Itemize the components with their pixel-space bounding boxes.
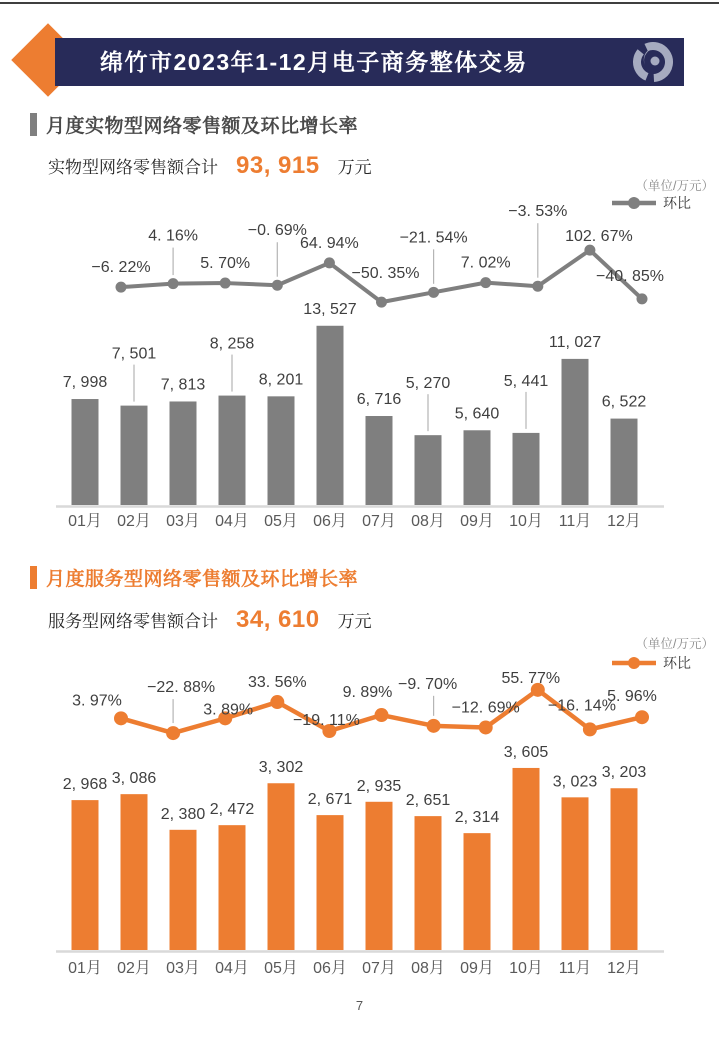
bar-label: 6, 522 — [601, 393, 647, 411]
total-2-value: 34, 610 — [236, 606, 320, 633]
line-dot — [166, 726, 180, 740]
bar-label: 8, 201 — [258, 371, 304, 389]
month-label: 12月 — [607, 960, 641, 977]
month-label: 07月 — [362, 960, 396, 977]
month-label: 01月 — [68, 513, 102, 530]
line-label: 9. 89% — [342, 684, 393, 702]
section-2-heading — [30, 564, 358, 591]
line-label: −50. 35% — [351, 265, 420, 283]
line-label: 4. 16% — [148, 227, 199, 245]
total-2-unit: 万元 — [337, 612, 372, 631]
bar-label: 6, 716 — [356, 391, 402, 409]
bar-label: 3, 086 — [111, 770, 157, 788]
line-dot — [635, 710, 649, 724]
month-label: 08月 — [411, 960, 445, 977]
month-label: 11月 — [558, 513, 592, 530]
bar-label: 5, 441 — [503, 372, 549, 390]
line-label: −6. 22% — [91, 259, 151, 277]
month-label: 05月 — [264, 960, 298, 977]
line-dot — [583, 722, 597, 736]
line-dot — [114, 711, 128, 725]
line-dot — [270, 695, 284, 709]
legend-label: 环比 — [663, 195, 691, 211]
month-label: 08月 — [411, 513, 445, 530]
top-border-line — [0, 2, 719, 4]
bar-label: 3, 203 — [601, 764, 647, 782]
section-1-title: 月度实物型网络零售额及环比增长率 — [46, 116, 359, 137]
bar — [366, 802, 393, 950]
bar — [170, 401, 197, 505]
bar-label: 2, 472 — [209, 801, 255, 819]
line-dot — [116, 282, 127, 293]
month-label: 10月 — [509, 513, 543, 530]
line-dot — [220, 278, 231, 289]
line-label: 3. 97% — [72, 692, 122, 710]
month-label: 03月 — [166, 960, 200, 977]
line-label: −22. 88% — [147, 679, 216, 697]
line-dot — [428, 287, 439, 298]
bar-label: 13, 527 — [303, 300, 357, 318]
bar — [268, 396, 295, 505]
month-label: 10月 — [509, 960, 543, 977]
total-1-unit: 万元 — [337, 158, 372, 177]
section-1-heading — [30, 111, 358, 138]
line-dot — [532, 281, 543, 292]
line-dot — [324, 257, 335, 268]
bar — [415, 435, 442, 505]
month-label: 05月 — [264, 513, 298, 530]
bar — [219, 825, 246, 950]
line-label: 102. 67% — [565, 228, 633, 246]
line-label: −16. 14% — [547, 697, 616, 715]
bar-label: 3, 023 — [552, 773, 598, 791]
page-title: 绵竹市2023年1-12月电子商务整体交易 — [100, 49, 528, 75]
month-label: 04月 — [215, 960, 249, 977]
legend-marker-dot — [628, 197, 640, 209]
month-label: 12月 — [607, 513, 641, 530]
bar — [562, 797, 589, 950]
bar — [219, 396, 246, 505]
month-label: 04月 — [215, 513, 249, 530]
bar — [121, 406, 148, 505]
month-label: 09月 — [460, 960, 494, 977]
line-dot — [376, 297, 387, 308]
bar-label: 2, 968 — [62, 776, 108, 794]
bar-label: 7, 813 — [160, 376, 206, 394]
bar-label: 3, 302 — [258, 759, 304, 777]
line-dot — [427, 719, 441, 733]
physical-retail-chart — [0, 168, 719, 540]
bar — [611, 419, 638, 505]
section-2-accent-bar — [30, 566, 37, 589]
org-logo-icon — [632, 41, 674, 83]
bar-label: 7, 501 — [111, 345, 157, 363]
header-banner — [55, 38, 684, 86]
bar — [317, 815, 344, 950]
line-label: −0. 69% — [247, 222, 307, 240]
month-label: 03月 — [166, 513, 200, 530]
bar-label: 5, 270 — [405, 375, 451, 393]
section-2-title: 月度服务型网络零售额及环比增长率 — [46, 569, 359, 590]
bar — [415, 816, 442, 950]
line-label: 7. 02% — [460, 254, 511, 272]
bar — [611, 788, 638, 950]
line-dot — [375, 708, 389, 722]
bar — [121, 794, 148, 950]
line-label: −3. 53% — [508, 203, 568, 221]
bar-label: 2, 380 — [160, 805, 206, 823]
bar-label: 8, 258 — [209, 335, 255, 353]
line-label: 64. 94% — [300, 234, 359, 252]
bar-label: 5, 640 — [454, 405, 500, 423]
bar-label: 11, 027 — [548, 333, 602, 351]
line-dot — [168, 278, 179, 289]
bar — [464, 833, 491, 950]
bar — [170, 830, 197, 950]
line-label: −9. 70% — [398, 675, 458, 693]
line-dot — [584, 245, 595, 256]
line-label: −19. 11% — [292, 712, 360, 730]
line-label: 3. 89% — [203, 701, 254, 719]
line-label: −21. 54% — [399, 229, 468, 247]
legend-marker-dot — [628, 657, 640, 669]
month-label: 06月 — [313, 960, 347, 977]
bar — [513, 433, 540, 505]
total-2-label: 服务型网络零售额合计 — [48, 612, 218, 631]
bar — [72, 800, 99, 950]
bar-label: 7, 998 — [62, 374, 108, 392]
bar-label: 3, 605 — [503, 743, 549, 761]
bar — [72, 399, 99, 505]
bar-label: 2, 314 — [454, 809, 500, 827]
month-label: 02月 — [117, 960, 151, 977]
total-1-label: 实物型网络零售额合计 — [48, 158, 218, 177]
line-label: 55. 77% — [501, 669, 561, 687]
line-label: 5. 96% — [607, 688, 657, 706]
page-footer — [0, 998, 719, 1013]
unit-note: （单位/万元） — [635, 637, 714, 651]
line-label: −40. 85% — [595, 267, 665, 285]
bar — [268, 783, 295, 950]
line-dot — [480, 277, 491, 288]
bar — [366, 416, 393, 505]
month-label: 11月 — [558, 960, 592, 977]
month-label: 07月 — [362, 513, 396, 530]
line-label: 5. 70% — [200, 255, 251, 273]
line-dot — [637, 293, 648, 304]
section-2-total — [48, 606, 372, 634]
unit-note: （单位/万元） — [635, 179, 714, 193]
month-label: 06月 — [313, 513, 347, 530]
bar — [562, 359, 589, 505]
month-label: 09月 — [460, 513, 494, 530]
service-retail-chart — [0, 636, 719, 990]
page-number: 7 — [355, 998, 364, 1013]
line-dot — [479, 720, 493, 734]
bar — [513, 768, 540, 950]
line-label: 33. 56% — [247, 674, 307, 692]
line-dot — [272, 280, 283, 291]
legend-label: 环比 — [663, 655, 691, 671]
total-1-value: 93, 915 — [236, 152, 320, 179]
bar-label: 2, 935 — [356, 777, 402, 795]
month-label: 01月 — [68, 960, 102, 977]
bar-label: 2, 671 — [307, 791, 353, 809]
bar — [464, 430, 491, 505]
month-label: 02月 — [117, 513, 151, 530]
bar — [317, 326, 344, 505]
section-1-accent-bar — [30, 113, 37, 136]
line-label: −12. 69% — [451, 699, 520, 717]
bar-label: 2, 651 — [405, 792, 451, 810]
